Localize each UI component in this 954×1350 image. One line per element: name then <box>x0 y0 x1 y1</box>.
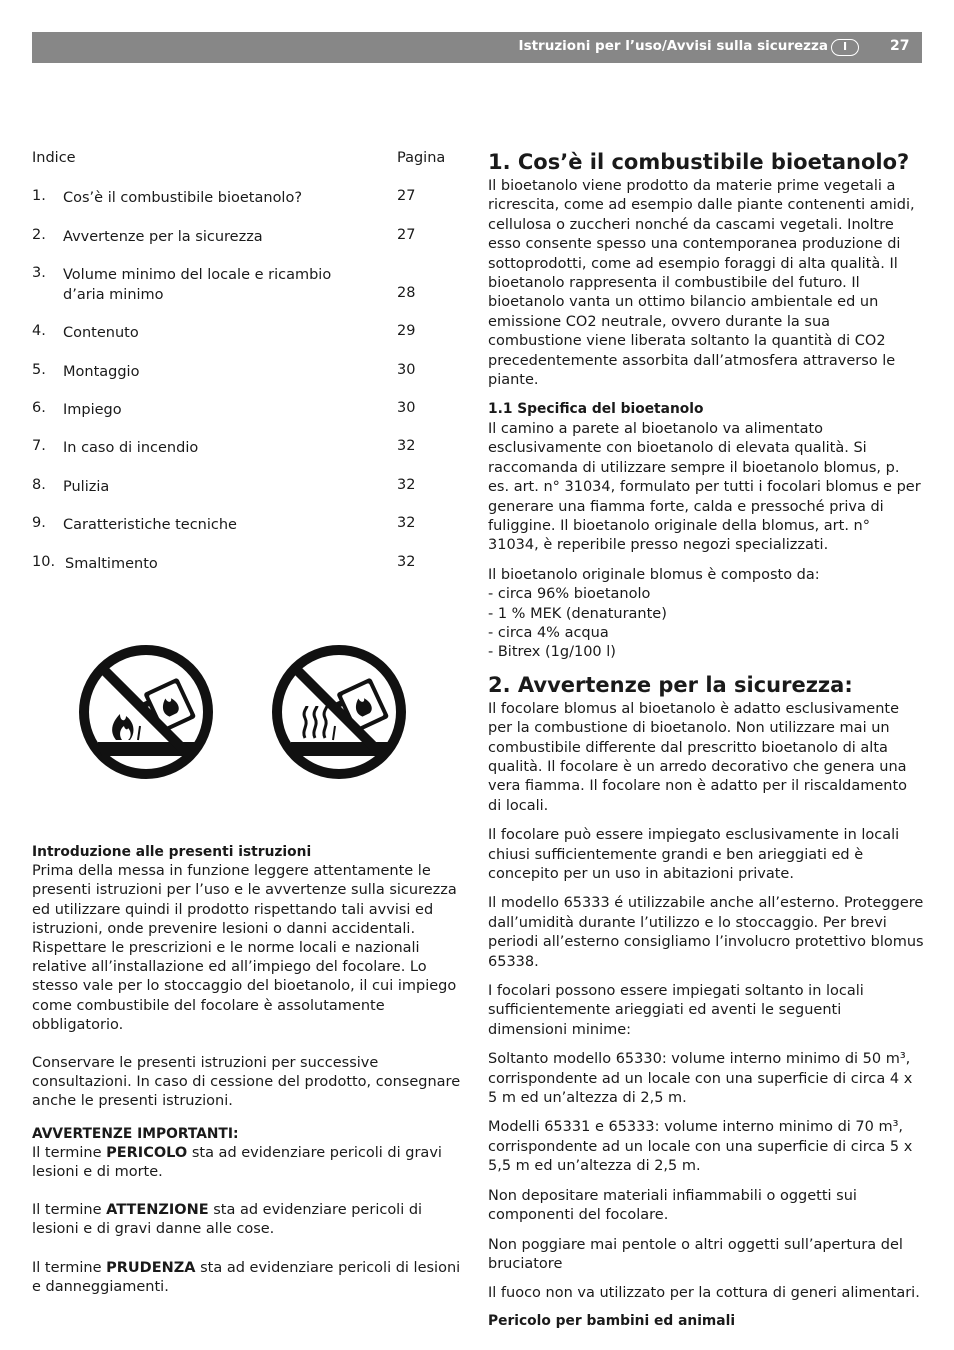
toc-item-label: Impiego <box>63 402 122 418</box>
warning-text: Il termine <box>32 1144 107 1161</box>
section-2-paragraph: I focolari possono essere impiegati soltanto in locali sufficientemente arieggiati ed aventi le seguenti dimensioni minime: <box>488 983 864 1038</box>
composition-item: - Bitrex (1g/100 l) <box>488 644 616 661</box>
section-2-paragraph: Il focolare blomus al bioetanolo è adatto esclusivamente per la combustione di bioetanolo. Non utilizzare mai un combustibile differente dal prescritto bioetanolo di alta qualità. Il focolare è un arredo decorativo che genera una vera fiamma. Il focolare non è adatto per il riscaldamento di locali. <box>488 700 908 814</box>
section-2-title: 2. Avvertenze per la sicurezza: <box>488 672 853 697</box>
composition-item: - 1 % MEK (denaturante) <box>488 605 667 622</box>
toc-item-number: 9. <box>32 515 46 531</box>
toc-item-label: Smaltimento <box>65 556 158 572</box>
intro-heading: Introduzione alle presenti istruzioni <box>32 844 312 860</box>
section-2-paragraph: Non depositare materiali infiammabili o oggetti sui componenti del focolare. <box>488 1187 857 1224</box>
toc-item-number: 4. <box>32 323 46 339</box>
toc-item-page: 32 <box>397 515 416 531</box>
toc-item-number: 1. <box>32 188 46 204</box>
toc-item-label: Contenuto <box>63 325 139 341</box>
toc-item-page: 30 <box>397 400 416 416</box>
composition-intro: Il bioetanolo originale blomus è composto da: <box>488 566 820 583</box>
table-of-contents <box>32 150 452 572</box>
composition-item: - circa 4% acqua <box>488 624 609 641</box>
toc-item-label: Cos’è il combustibile bioetanolo? <box>63 190 303 206</box>
warning-term-attention: ATTENZIONE <box>106 1202 209 1219</box>
section-1-1-title: 1.1 Specifica del bioetanolo <box>488 401 704 418</box>
toc-item-label: Montaggio <box>63 364 140 380</box>
warning-text: sta ad evidenziare pericoli di lesioni e di gravi danne alle cose. <box>32 1202 423 1238</box>
toc-item-page: 27 <box>397 227 416 243</box>
toc-item-number: 7. <box>32 438 46 454</box>
warning-term-caution: PRUDENZA <box>106 1259 196 1276</box>
toc-item-label: In caso di incendio <box>63 440 199 456</box>
toc-item-label: Caratteristiche tecniche <box>63 517 237 533</box>
language-badge: I <box>831 39 859 56</box>
warning-danger <box>32 1144 462 1182</box>
warning-caution <box>32 1259 462 1297</box>
header-title: Istruzioni per l’uso/Avvisi sulla sicurezza <box>518 38 828 54</box>
toc-heading: Indice <box>32 150 76 166</box>
no-refill-on-hot-burner-icon <box>271 644 407 780</box>
toc-item-number: 8. <box>32 477 46 493</box>
section-1-1-paragraph: Il camino a parete al bioetanolo va alimentato esclusivamente con bioetanolo di elevata qualità. Si raccomanda di utilizzare sempre il bioetanolo blomus, p. es. art. n° 31034, formulato per tutti i focolari blomus e per generare una fiamma forte, calda e pressoché priva di fuliggine. Il bioetanolo originale della blomus, art. n° 31034, è reperibile presso negozi specializzati. <box>488 420 921 554</box>
warnings-heading: AVVERTENZE IMPORTANTI: <box>32 1125 239 1142</box>
toc-header <box>32 150 452 170</box>
toc-item-page: 32 <box>397 554 416 570</box>
toc-item-number: 10. <box>32 554 56 570</box>
section-2-paragraph: Modelli 65331 e 65333: volume interno minimo di 70 m³, corrispondente ad un locale con una superficie di circa 5 x 5,5 m ed un’altezza di 2,5 m. <box>488 1119 913 1175</box>
toc-item-page: 27 <box>397 188 416 204</box>
warning-text: Il termine <box>32 1202 107 1219</box>
toc-item-label: Avvertenze per la sicurezza <box>63 229 263 245</box>
page-header <box>32 32 922 63</box>
section-2-paragraph: Soltanto modello 65330: volume interno minimo di 50 m³, corrispondente ad un locale con una superficie di circa 4 x 5 m ed un’altezza di 2,5 m. <box>488 1051 913 1107</box>
section-2-paragraph: Il fuoco non va utilizzato per la cottura di generi alimentari. <box>488 1285 920 1302</box>
warning-term-danger: PERICOLO <box>106 1144 188 1161</box>
toc-item-number: 2. <box>32 227 46 243</box>
toc-item-page: 30 <box>397 362 416 378</box>
main-content <box>488 148 924 1331</box>
page-number: 27 <box>890 38 910 54</box>
toc-item-number: 6. <box>32 400 46 416</box>
toc-item-number: 5. <box>32 362 46 378</box>
toc-item-label: Pulizia <box>63 479 110 495</box>
section-2-paragraph: Il modello 65333 é utilizzabile anche all’esterno. Proteggere dall’umidità durante l’utilizzo e lo stoccaggio. Per brevi periodi all’esterno consigliamo l’involucro protettivo blomus 65338. <box>488 895 924 970</box>
toc-item-page: 32 <box>397 438 416 454</box>
warning-text: sta ad evidenziare pericoli di lesioni e danneggiamenti. <box>32 1259 461 1295</box>
children-animals-heading: Pericolo per bambini ed animali <box>488 1312 736 1329</box>
toc-item-page: 32 <box>397 477 416 493</box>
intro-paragraph: Conservare le presenti istruzioni per successive consultazioni. In caso di cessione del prodotto, consegnare anche le presenti istruzioni. <box>32 1055 461 1110</box>
section-1-paragraph: Il bioetanolo viene prodotto da materie prime vegetali a ricrescita, come ad esempio dalle piante contenenti amidi, cellulosa o zuccheri nonché da cascami vegetali. Inoltre esso consente spesso una contemporanea produzione di sottoprodotti, come ad esempio foraggi di alta qualità. Il bioetanolo rappresenta il combustibile del futuro. Il bioetanolo vanta un ottimo bilancio ambientale ed un emissione CO2 neutrale, ovvero durante la sua combustione viene liberata soltanto la quantità di CO2 precedentemente assorbita dall’atmosfera attraverso le piante. <box>488 178 915 389</box>
toc-item-page: 28 <box>397 285 416 301</box>
section-2-paragraph: Il focolare può essere impiegato esclusivamente in locali chiusi sufficientemente grandi e ben arieggiati ed è concepito per un uso in abitazioni private. <box>488 827 900 882</box>
toc-item-page: 29 <box>397 323 416 339</box>
composition-item: - circa 96% bioetanolo <box>488 586 651 603</box>
toc-item-label: Volume minimo del locale e ricambio d’aria minimo <box>63 267 332 303</box>
warning-attention <box>32 1201 462 1239</box>
warning-text: sta ad evidenziare pericoli di gravi lesioni e di morte. <box>32 1144 442 1181</box>
intro-section <box>32 843 462 1297</box>
section-1-title: 1. Cos’è il combustibile bioetanolo? <box>488 150 910 174</box>
intro-paragraph: Prima della messa in funzione leggere attentamente le presenti istruzioni per l’uso e le avvertenze sulla sicurezza ed utilizzare quindi il prodotto rispettando tali avvisi ed istruzioni, onde prevenire lesioni o danni accidentali. Rispettare le prescrizioni e le norme locali e nazionali relative all’installazione ed all’impiego del focolare. Lo stesso vale per lo stoccaggio del bioetanolo, il cui impiego come combustibile del focolare è assolutamente obbligatorio. <box>32 863 457 1033</box>
toc-item-number: 3. <box>32 265 46 281</box>
no-refill-on-flame-icon <box>78 644 214 780</box>
warning-text: Il termine <box>32 1259 107 1276</box>
section-2-paragraph: Non poggiare mai pentole o altri oggetti sull’apertura del bruciatore <box>488 1236 903 1272</box>
toc-page-heading: Pagina <box>397 150 446 166</box>
